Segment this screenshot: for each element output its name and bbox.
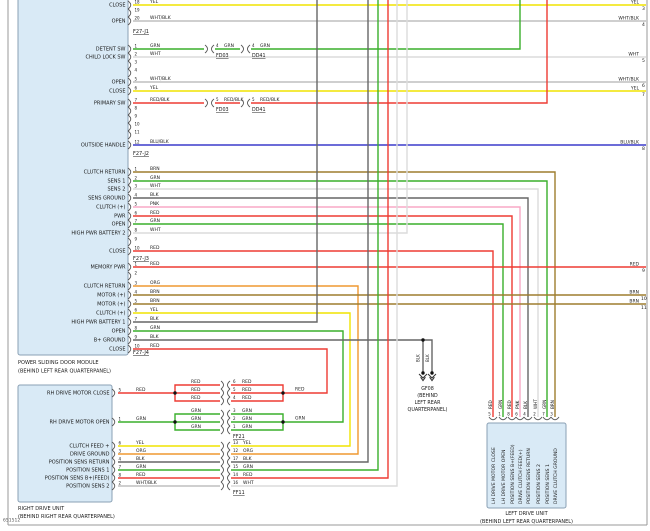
wire-color-label: GRN: [150, 326, 160, 331]
wire-color-label: PNK: [150, 202, 160, 207]
pin-bracket-icon: [543, 417, 551, 420]
wire-color-label: RED: [242, 380, 252, 385]
pin-label: MOTOR (+): [97, 292, 126, 299]
pin-number: 10: [134, 245, 140, 251]
wire-color-label: RED/BLK: [150, 98, 170, 103]
wire-color-label: BRN: [549, 400, 555, 409]
label: 5: [642, 59, 645, 64]
pin-label: OUTSIDE HANDLE: [80, 142, 126, 149]
connector-link-F27-J3[interactable]: F27-J3: [133, 256, 149, 262]
power-sliding-door-module-caption: POWER SLIDING DOOR MODULE: [18, 360, 99, 366]
connector-bracket-icon: [228, 426, 231, 434]
label: WHT: [628, 52, 639, 58]
pin-number: 4: [216, 43, 219, 48]
wire-close-j4: [133, 349, 327, 393]
connector-bracket-icon: [228, 474, 231, 482]
pin-label: B+ GROUND: [93, 337, 126, 344]
connector-bracket-icon: [221, 442, 224, 450]
connector-bracket-icon: [221, 410, 224, 418]
label: 4: [642, 23, 645, 28]
right-drive-unit-caption: (BEHIND RIGHT REAR QUARTERPANEL): [18, 514, 115, 520]
connector-link-DD41[interactable]: DD41: [252, 54, 266, 59]
wire-color-label: GRN: [150, 44, 160, 49]
connector-link-FF21[interactable]: FF21: [233, 435, 245, 440]
pin-bracket-icon: [489, 417, 497, 420]
label: GRN: [295, 416, 305, 422]
pin-label: DETENT SW: [95, 46, 126, 53]
label: BRN: [629, 290, 639, 296]
wire-color-label: GRN: [150, 219, 160, 224]
label: QUARTERPANEL): [407, 408, 448, 413]
pin-number: 1: [134, 43, 138, 49]
pin-number: 3: [134, 280, 138, 286]
wire-color-label: GRN: [150, 176, 160, 181]
label: RED: [191, 388, 201, 393]
pin-bracket-icon: [516, 417, 524, 420]
pin-label: DRIVE CLUTCH GROUND: [553, 448, 559, 504]
pin-label: POSITION SENS 2: [66, 483, 110, 490]
pin-number: 12: [233, 448, 239, 453]
connector-link-FF11[interactable]: FF11: [233, 491, 245, 496]
connector-bracket-icon: [205, 99, 208, 107]
pin-label: CLOSE: [109, 248, 126, 255]
pin-bracket-icon: [499, 417, 507, 420]
wire-color-label: WHT: [532, 399, 538, 409]
wire-detent-sw-c: [251, 0, 520, 49]
wire-color-label: GRN: [243, 465, 253, 470]
pin-number: 3: [233, 408, 236, 413]
label: GRN: [191, 417, 201, 422]
pin-label: CHILD LOCK SW: [85, 54, 126, 61]
pin-number: 4: [134, 289, 138, 295]
pin-number: 1: [118, 416, 122, 422]
pin-number: 6: [134, 210, 138, 216]
pin-label: CLOSE: [109, 346, 126, 353]
connector-link-F27-J1[interactable]: F27-J1: [133, 29, 149, 35]
label: BLU/BLK: [620, 140, 639, 146]
wire-primary-sw-c: [251, 0, 547, 103]
connector-bracket-icon: [228, 397, 231, 405]
pin-number: 3: [118, 448, 122, 454]
pin-label: LH DRIVE MOTOR CLOSE: [491, 447, 497, 504]
pin-number: 2: [533, 411, 536, 417]
pin-number: 5: [118, 387, 122, 393]
label: 7: [642, 93, 645, 98]
pin-number: 7: [134, 316, 138, 322]
pin-number: 16: [233, 480, 239, 485]
pin-number: 7: [134, 218, 138, 224]
wire-color-label: YEL: [136, 441, 145, 446]
pin-number: 2: [233, 416, 236, 421]
wire-color-label: WHT/BLK: [150, 16, 171, 21]
connector-bracket-icon: [228, 450, 231, 458]
connector-bracket-icon: [221, 426, 224, 434]
pin-label: DRIVE GROUND: [69, 451, 110, 458]
wire-color-label: ORG: [136, 449, 147, 454]
wire-ff21-grn-1: [231, 414, 283, 422]
pin-label: MEMORY PWR: [90, 264, 126, 271]
wire-color-label: WHT: [150, 52, 161, 57]
pin-number: 18: [134, 0, 140, 5]
pin-label: SENS 1: [107, 178, 126, 185]
pin-label: LH DRIVE MOTOR OPEN: [501, 449, 507, 504]
pin-label: OPEN: [111, 328, 126, 335]
connector-bracket-icon: [228, 442, 231, 450]
label: BRN: [629, 299, 639, 305]
pin-bracket-icon: [551, 417, 559, 420]
wire-color-label: BLK: [150, 335, 159, 340]
pin-number: 4: [134, 192, 138, 198]
wire-color-label: GRN: [242, 409, 252, 414]
pin-number: 6: [118, 440, 122, 446]
wire-color-label: BLU/BLK: [150, 140, 169, 145]
label: 8: [642, 147, 645, 152]
label: 11: [641, 306, 647, 311]
pin-number: 4: [523, 411, 526, 417]
power-sliding-door-module-caption: (BEHIND LEFT REAR QUARTERPANEL): [18, 368, 112, 375]
wire-open-8: [133, 331, 343, 422]
connector-link-DD41[interactable]: DD41: [252, 108, 266, 113]
pin-number: 9: [134, 113, 138, 119]
pin-number: 15: [233, 464, 239, 469]
wire-color-label: RED: [506, 400, 512, 409]
wire-ff21-grn-3: [231, 422, 283, 430]
pin-label: HIGH PWR BATTERY 2: [71, 230, 126, 237]
pin-number: 5: [488, 411, 491, 417]
pin-number: 5: [134, 76, 138, 82]
connector-bracket-icon: [228, 418, 231, 426]
wire-color-label: WHT: [150, 228, 161, 233]
label: 9: [642, 269, 645, 274]
pin-number: 3: [134, 183, 138, 189]
pin-number: 6: [134, 85, 138, 91]
pin-number: 3: [550, 411, 553, 417]
wire-color-label: BLK: [243, 457, 252, 462]
pin-label: CLUTCH (+): [96, 204, 126, 211]
pin-label: SENS GROUND: [88, 195, 126, 202]
pin-label: POSITION SENS 1: [545, 464, 551, 504]
wire-color-label: BLK: [150, 193, 159, 198]
wire-color-label: RED: [150, 344, 160, 349]
connector-bracket-icon: [221, 389, 224, 397]
connector-bracket-icon: [241, 45, 244, 53]
pin-number: 4: [118, 456, 122, 462]
label: (BEHIND: [417, 394, 438, 399]
pin-label: RH DRIVE MOTOR OPEN: [49, 419, 110, 426]
wire-color-label: YEL: [150, 86, 159, 91]
pin-number: 1: [134, 261, 138, 267]
pin-bracket-icon: [508, 417, 516, 420]
pin-label: PWR: [114, 213, 126, 220]
pin-label: POSITION SENS RETURN: [48, 459, 110, 466]
label: YEL: [630, 0, 639, 6]
connector-bracket-icon: [228, 381, 231, 389]
label: 3: [642, 7, 645, 12]
pin-label: CLUTCH RETURN: [83, 283, 126, 290]
pin-number: 6: [134, 307, 138, 313]
wire-color-label: YEL: [150, 308, 159, 313]
pin-label: POSITION SENS B+(FEED): [44, 475, 110, 482]
connector-link-FD03[interactable]: FD03: [216, 108, 229, 113]
wire-color-label: RED: [243, 473, 253, 478]
label: GRN: [191, 409, 201, 414]
connector-bracket-icon: [248, 45, 251, 53]
label: WHT/BLK: [618, 77, 639, 83]
connector-bracket-icon: [221, 466, 224, 474]
label: 651512: [3, 518, 21, 524]
wire-color-label: RED: [150, 211, 160, 216]
pin-number: 3: [134, 59, 138, 65]
pin-number: 8: [507, 411, 510, 417]
pin-label: HIGH PWR BATTERY 1: [71, 319, 126, 326]
label: BLK: [424, 354, 430, 362]
pin-number: 4: [252, 43, 255, 48]
pin-number: 2: [134, 270, 138, 276]
pin-number: 9: [134, 236, 138, 242]
wire-ff21-red-3: [231, 393, 283, 401]
wire-color-label: RED/BLK: [260, 98, 280, 103]
pin-number: 8: [118, 472, 122, 478]
splice-dot: [430, 371, 433, 374]
wire-color-label: WHT: [150, 184, 161, 189]
pin-label: MOTOR (+): [97, 301, 126, 308]
pin-number: 2: [134, 175, 138, 181]
wire-color-label: RED: [487, 400, 493, 409]
wire-color-label: WHT/BLK: [150, 77, 171, 82]
wire-color-label: BLK: [150, 317, 159, 322]
label: RED: [295, 387, 305, 393]
splice-dot: [281, 420, 284, 423]
wire-color-label: RED: [242, 396, 252, 401]
pin-label: CLOSE: [109, 88, 126, 95]
wire-color-label: BRN: [150, 290, 160, 295]
pin-label: DRIVE CLUTCH FEED(+): [518, 449, 524, 504]
wire-color-label: BLK: [522, 401, 528, 409]
pin-label: OPEN: [111, 18, 126, 25]
connector-bracket-icon: [212, 45, 215, 53]
pin-number: 6: [515, 411, 518, 417]
connector-bracket-icon: [221, 397, 224, 405]
pin-label: CLUTCH FEED +: [69, 443, 110, 450]
splice-dot: [421, 371, 424, 374]
wire-ff21-red-1: [231, 385, 283, 393]
ground-symbol-icon: [428, 374, 436, 381]
ground-symbol-icon: [419, 374, 427, 381]
pin-number: 7: [542, 411, 545, 417]
wire-color-label: WHT/BLK: [136, 481, 157, 486]
wire-ff11-red: [231, 0, 388, 478]
wire-pwr: [133, 216, 512, 417]
pin-number: 10: [134, 121, 140, 127]
wire-color-label: RED: [136, 473, 146, 478]
wire-color-label: RED: [242, 388, 252, 393]
label: WHT/BLK: [618, 16, 639, 22]
pin-number: 17: [233, 456, 239, 461]
connector-bracket-icon: [228, 410, 231, 418]
connector-link-FD03[interactable]: FD03: [216, 54, 229, 59]
label: RED: [191, 380, 201, 385]
pin-number: 9: [134, 334, 138, 340]
right-drive-unit-caption: RIGHT DRIVE UNIT: [18, 506, 65, 512]
wire-color-label: WHT: [243, 481, 254, 486]
wire-ff11-grn: [231, 0, 378, 470]
wire-color-label: GRN: [260, 44, 270, 49]
pin-number: 4: [134, 67, 138, 73]
pin-label: SENS 2: [107, 186, 126, 193]
label: RED: [629, 262, 639, 268]
wire-ff11-wht: [231, 0, 397, 486]
left-drive-unit-caption: LEFT DRIVE UNIT: [505, 511, 548, 517]
wire-color-label: RED: [150, 262, 160, 267]
connector-link-F27-J2[interactable]: F27-J2: [133, 151, 149, 157]
label: RED: [191, 396, 201, 401]
wire-close-10: [133, 251, 493, 417]
pin-number: 5: [233, 387, 236, 392]
wire-color-label: PNK: [514, 400, 520, 409]
pin-number: 20: [134, 15, 140, 21]
pin-number: 7: [134, 97, 138, 103]
pin-label: POSITION SENS RETURN: [526, 448, 532, 504]
pin-number: 5: [134, 201, 138, 207]
pin-number: 8: [134, 105, 138, 111]
pin-number: 1: [498, 411, 501, 417]
wire-color-label: BRN: [150, 167, 160, 172]
pin-number: 4: [233, 395, 236, 400]
left-drive-unit-caption: (BEHIND LEFT REAR QUARTERPANEL): [479, 519, 574, 525]
connector-link-F27-J4[interactable]: F27-J4: [133, 350, 149, 356]
connector-bracket-icon: [228, 458, 231, 466]
wire-color-label: YEL: [243, 441, 252, 446]
pin-label: POSITION SENS 1: [66, 467, 110, 474]
connector-bracket-icon: [221, 418, 224, 426]
pin-label: OPEN: [111, 79, 126, 86]
wire-color-label: GRN: [136, 465, 146, 470]
connector-bracket-icon: [221, 482, 224, 490]
wire-color-label: YEL: [150, 0, 159, 5]
splice-dot: [173, 420, 176, 423]
wire-color-label: BLK: [136, 457, 145, 462]
label: 6: [642, 84, 645, 89]
pin-number: 7: [118, 464, 122, 470]
wire-color-label: RED: [150, 246, 160, 251]
label: GF08: [421, 387, 434, 392]
label: LEFT REAR: [414, 401, 441, 406]
pin-label: CLUTCH RETURN: [83, 169, 126, 176]
pin-number: 2: [134, 51, 138, 57]
pin-label: OPEN: [111, 221, 126, 228]
connector-bracket-icon: [205, 45, 208, 53]
wire-color-label: ORG: [243, 449, 254, 454]
wire-b-plus-ground: [133, 340, 432, 372]
pin-label: POSITION SENS B+(FEED): [510, 444, 516, 504]
wire-open-7: [133, 224, 503, 417]
wire-color-label: RED: [136, 388, 146, 393]
pin-label: POSITION SENS 2: [536, 464, 542, 504]
connector-bracket-icon: [221, 458, 224, 466]
label: YEL: [630, 86, 639, 92]
wire-color-label: GRN: [224, 44, 234, 49]
pin-number: 19: [134, 7, 140, 13]
connector-bracket-icon: [212, 99, 215, 107]
wire-color-label: GRN: [242, 417, 252, 422]
pin-label: RH DRIVE MOTOR CLOSE: [47, 390, 110, 397]
pin-number: 1: [134, 166, 138, 172]
pin-label: CLUTCH (+): [96, 310, 126, 317]
connector-bracket-icon: [248, 99, 251, 107]
pin-number: 10: [134, 343, 140, 349]
label: 10: [641, 297, 647, 302]
splice-dot: [173, 391, 176, 394]
pin-number: 2: [118, 480, 122, 486]
pin-number: 13: [233, 440, 239, 445]
pin-label: PRIMARY SW: [93, 100, 126, 107]
label: BLK: [415, 354, 421, 362]
wire-color-label: GRN: [136, 417, 146, 422]
wire-color-label: ORG: [150, 281, 161, 286]
pin-number: 5: [134, 298, 138, 304]
pin-number: 5: [252, 97, 255, 102]
connector-bracket-icon: [228, 466, 231, 474]
pin-number: 1: [233, 424, 236, 429]
wire-color-label: GRN: [497, 399, 503, 409]
pin-number: 5: [216, 97, 219, 102]
wire-color-label: RED/BLK: [224, 98, 244, 103]
splice-dot: [281, 391, 284, 394]
pin-number: 12: [134, 139, 140, 145]
connector-bracket-icon: [221, 450, 224, 458]
connector-bracket-icon: [228, 482, 231, 490]
pin-number: 6: [233, 379, 236, 384]
wire-color-label: GRN: [541, 399, 547, 409]
splice-dot: [421, 338, 424, 341]
pin-number: 14: [233, 472, 239, 477]
pin-bracket-icon: [534, 417, 542, 420]
label: GRN: [191, 425, 201, 430]
pin-bracket-icon: [524, 417, 532, 420]
wire-color-label: GRN: [242, 425, 252, 430]
pin-label: CLOSE: [109, 2, 126, 9]
connector-bracket-icon: [221, 474, 224, 482]
pin-number: 11: [134, 129, 140, 135]
wire-color-label: BRN: [150, 299, 160, 304]
pin-number: 8: [134, 227, 138, 233]
connector-bracket-icon: [228, 389, 231, 397]
pin-number: 8: [134, 325, 138, 331]
connector-bracket-icon: [221, 381, 224, 389]
